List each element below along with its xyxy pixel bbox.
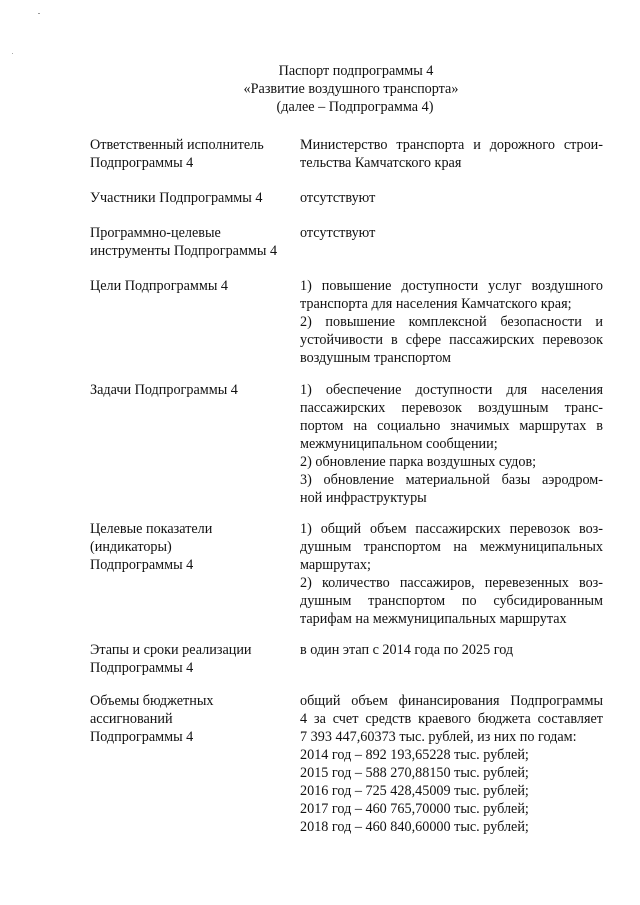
header-title: Паспорт подпрограммы 4	[278, 63, 434, 79]
header-note: (далее – Подпрограмма 4)	[276, 99, 434, 115]
row-value: отсутствуют	[300, 225, 376, 241]
row-value: Министерство транспорта и дорожного строи- тельства Камчатского края	[300, 137, 603, 171]
row-label: Задачи Подпрограммы 4	[90, 382, 238, 398]
scan-speck	[12, 53, 13, 54]
row-label: Объемы бюджетных ассигнований Подпрограммы 4	[90, 693, 214, 745]
row-label: Цели Подпрограммы 4	[90, 278, 229, 294]
row-value: 1) общий объем пассажирских перевозок воз- душным транспортом на межмуниципальных маршрутах; 2) количество пассажиров, перевезенных воз- душным транспортом по субсидированным тарифам на межмуниципальных маршрутах	[300, 521, 603, 627]
header-subprogram-name: «Развитие воздушного транспорта»	[243, 81, 459, 97]
row-label: Целевые показатели (индикаторы) Подпрограммы 4	[90, 521, 213, 573]
passport-header	[0, 62, 640, 116]
row-label: Этапы и сроки реализации Подпрограммы 4	[90, 642, 252, 676]
row-label: Ответственный исполнитель Подпрограммы 4	[90, 137, 264, 171]
row-value: в один этап с 2014 года по 2025 год	[300, 642, 514, 658]
scan-speck	[38, 13, 40, 14]
row-value: 1) обеспечение доступности для населения пассажирских перевозок воздушным транс- портом на социально значимых маршрутах в межмуниципальном сообщении; 2) обновление парка воздушных судов; 3) обновление материальной базы аэродром- ной инфраструктуры	[300, 382, 603, 506]
row-value: отсутствуют	[300, 190, 376, 206]
row-label: Участники Подпрограммы 4	[90, 190, 263, 206]
row-label: Программно-целевые инструменты Подпрограммы 4	[90, 225, 278, 259]
row-value: 1) повышение доступности услуг воздушного транспорта для населения Камчатского края; 2) повышение комплексной безопасности и устойчивости в сфере пассажирских перевозок воздушным транспортом	[300, 278, 603, 366]
row-value: общий объем финансирования Подпрограммы 4 за счет средств краевого бюджета составляет 7 393 447,60373 тыс. рублей, из них по годам: 2014 год – 892 193,65228 тыс. рублей; 2015 год – 588 270,88150 тыс. рублей; 2016 год – 725 428,45009 тыс. рублей; 2017 год – 460 765,70000 тыс. рублей; 2018 год – 460 840,60000 тыс. рублей;	[300, 693, 603, 835]
